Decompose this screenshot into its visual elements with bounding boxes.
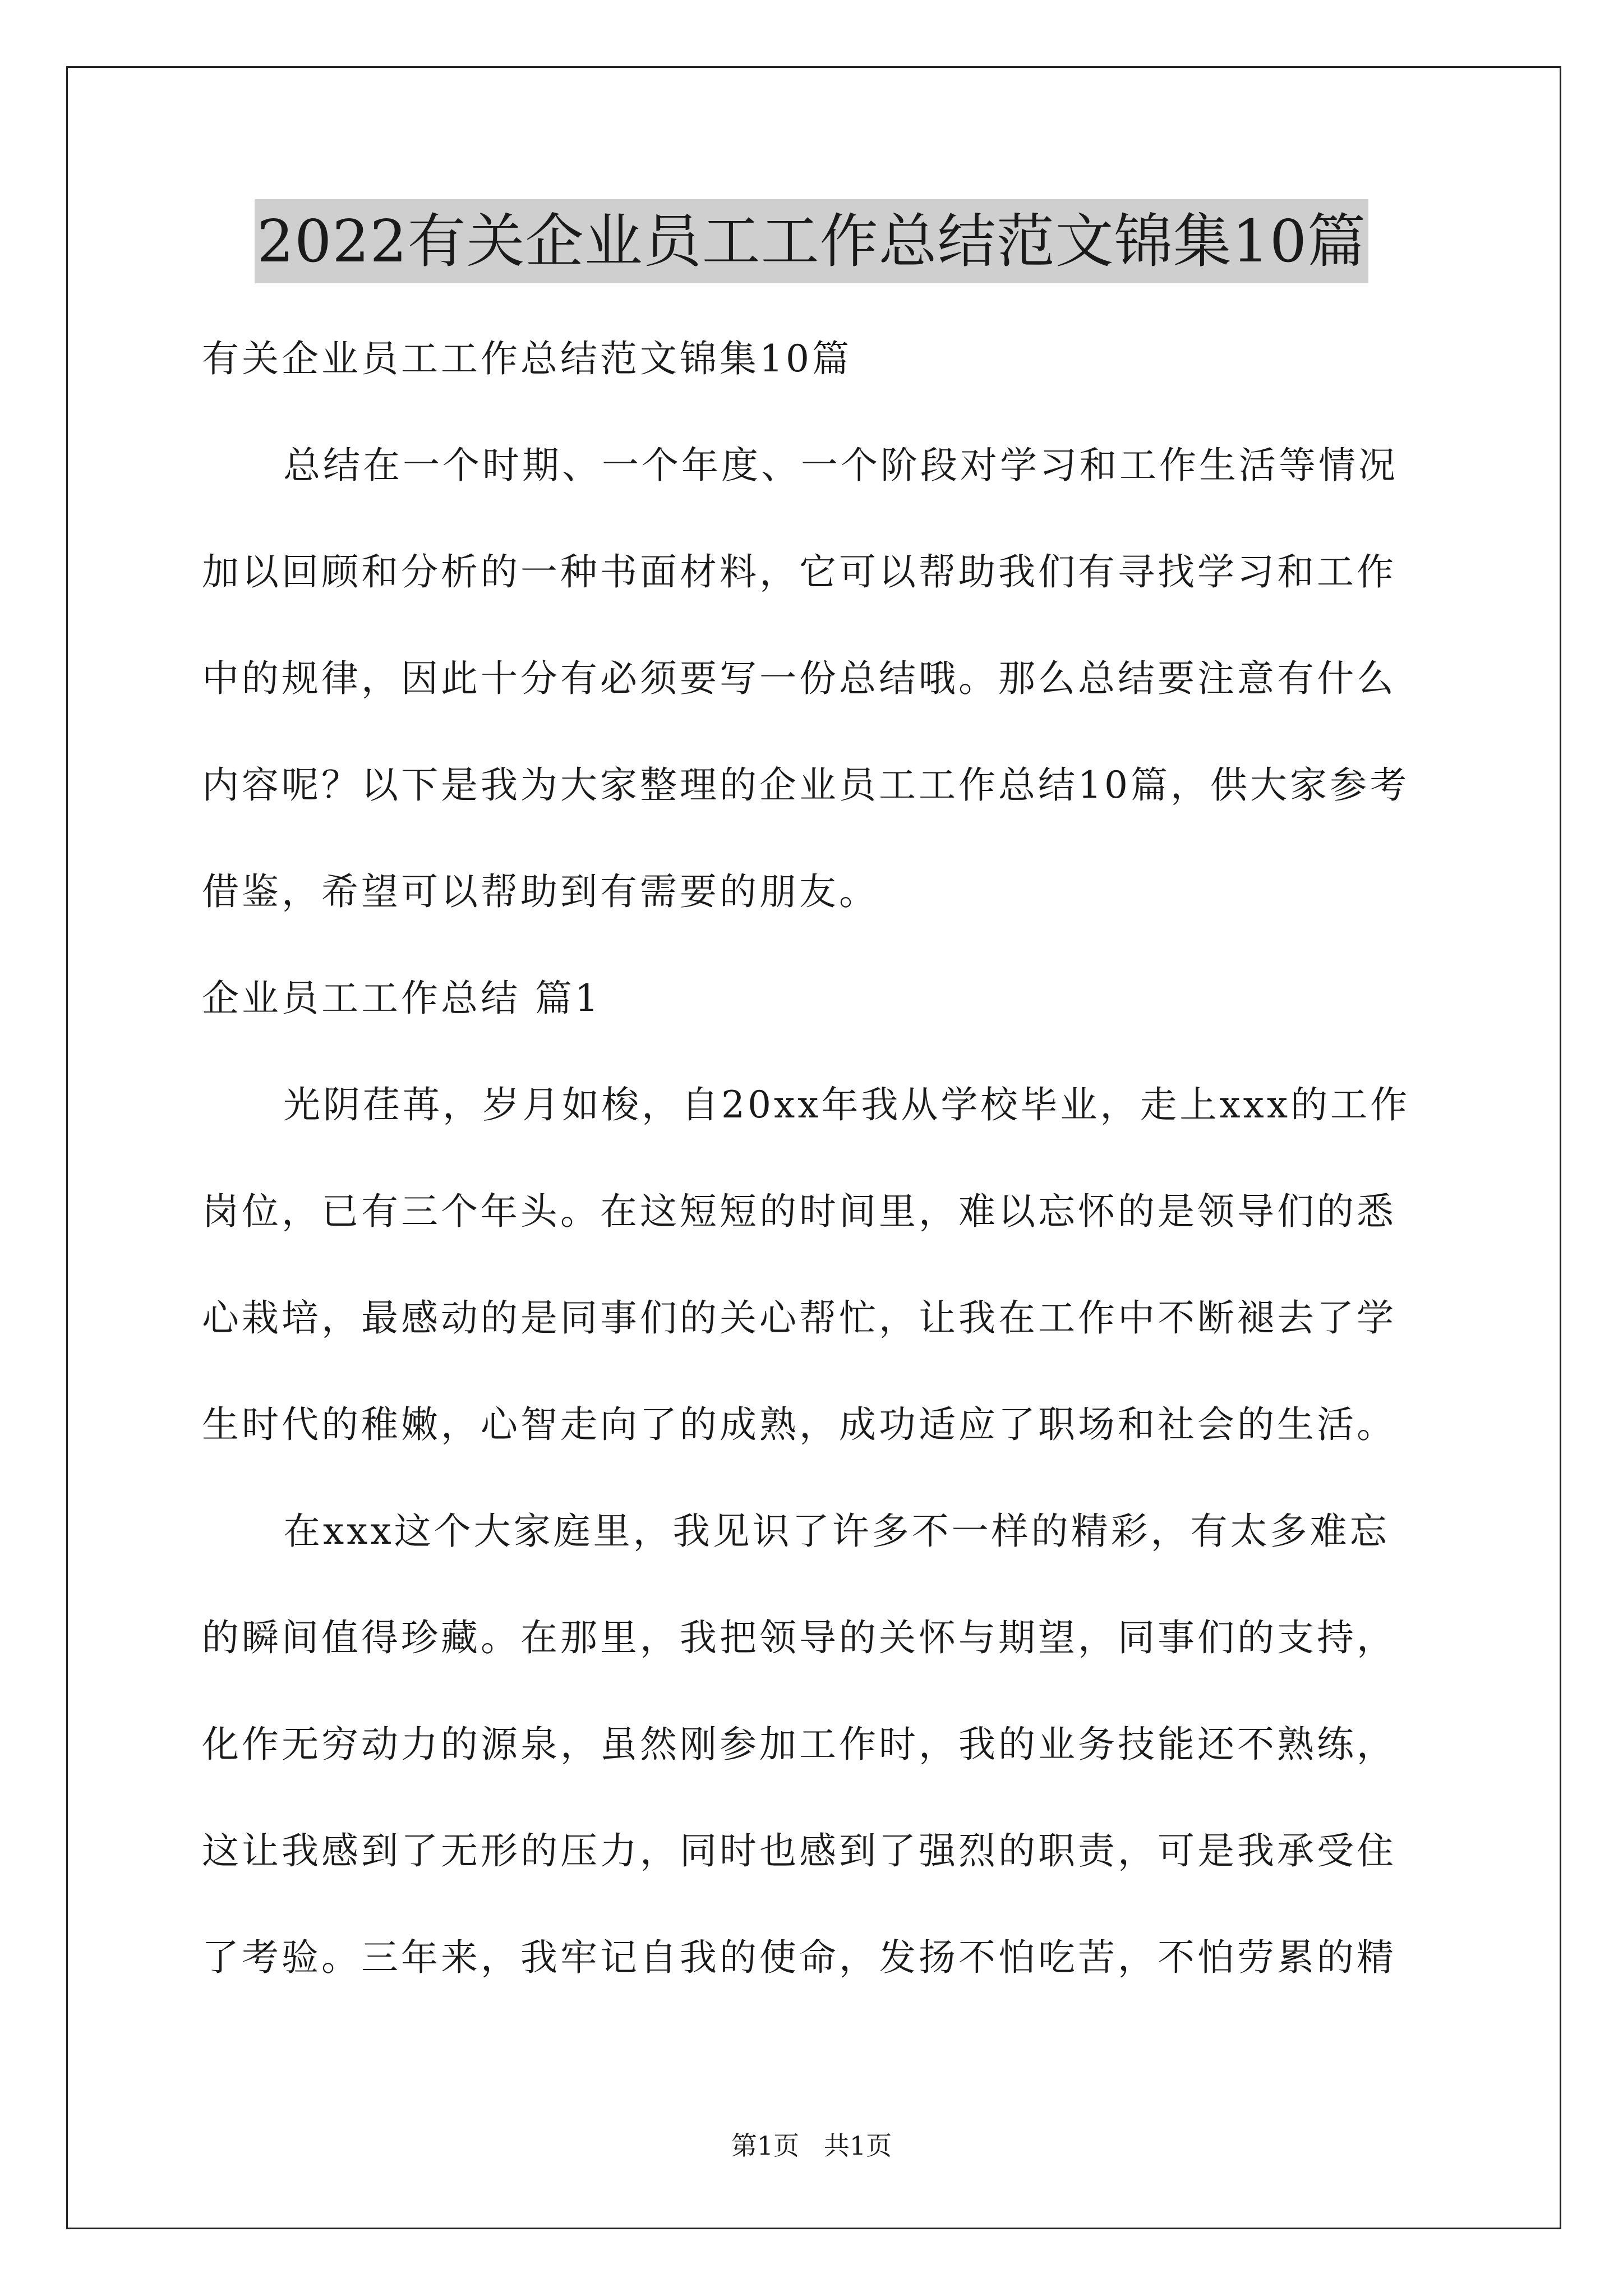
intro-paragraph-line: 中的规律，因此十分有必须要写一份总结哦。那么总结要注意有什么 [202, 657, 1396, 700]
intro-paragraph-line: 借鉴，希望可以帮助到有需要的朋友。 [202, 870, 879, 913]
document-title: 2022有关企业员工工作总结范文锦集10篇 [255, 199, 1368, 283]
document-body [202, 306, 1424, 2011]
paragraph-line: 生时代的稚嫩，心智走向了的成熟，成功适应了职场和社会的生活。 [202, 1403, 1396, 1446]
intro-paragraph-line: 总结在一个时期、一个年度、一个阶段对学习和工作生活等情况 [283, 444, 1398, 487]
paragraph-line: 岗位，已有三个年头。在这短短的时间里，难以忘怀的是领导们的悉 [202, 1190, 1396, 1233]
paragraph-line: 心栽培，最感动的是同事们的关心帮忙，让我在工作中不断褪去了学 [202, 1296, 1396, 1340]
paragraph-line: 的瞬间值得珍藏。在那里，我把领导的关怀与期望，同事们的支持， [202, 1616, 1396, 1659]
paragraph-line: 化作无穷动力的源泉，虽然刚参加工作时，我的业务技能还不熟练， [202, 1723, 1396, 1766]
subtitle-line: 有关企业员工工作总结范文锦集10篇 [202, 337, 852, 380]
paragraph-line: 这让我感到了无形的压力，同时也感到了强烈的职责，可是我承受住 [202, 1829, 1396, 1872]
paragraph-line: 了考验。三年来，我牢记自我的使命，发扬不怕吃苦，不怕劳累的精 [202, 1936, 1396, 1979]
paragraph-line: 在xxx这个大家庭里，我见识了许多不一样的精彩，有太多难忘 [283, 1510, 1390, 1553]
intro-paragraph-line: 内容呢？以下是我为大家整理的企业员工工作总结10篇，供大家参考 [202, 763, 1409, 807]
intro-paragraph-line: 加以回顾和分析的一种书面材料，它可以帮助我们有寻找学习和工作 [202, 550, 1396, 593]
paragraph-line: 光阴荏苒，岁月如梭，自20xx年我从学校毕业，走上xxx的工作 [283, 1083, 1410, 1126]
section-heading: 企业员工工作总结 篇1 [202, 977, 601, 1020]
title-container [0, 199, 1623, 283]
page-footer: 第1页 共1页 [731, 2131, 892, 2161]
